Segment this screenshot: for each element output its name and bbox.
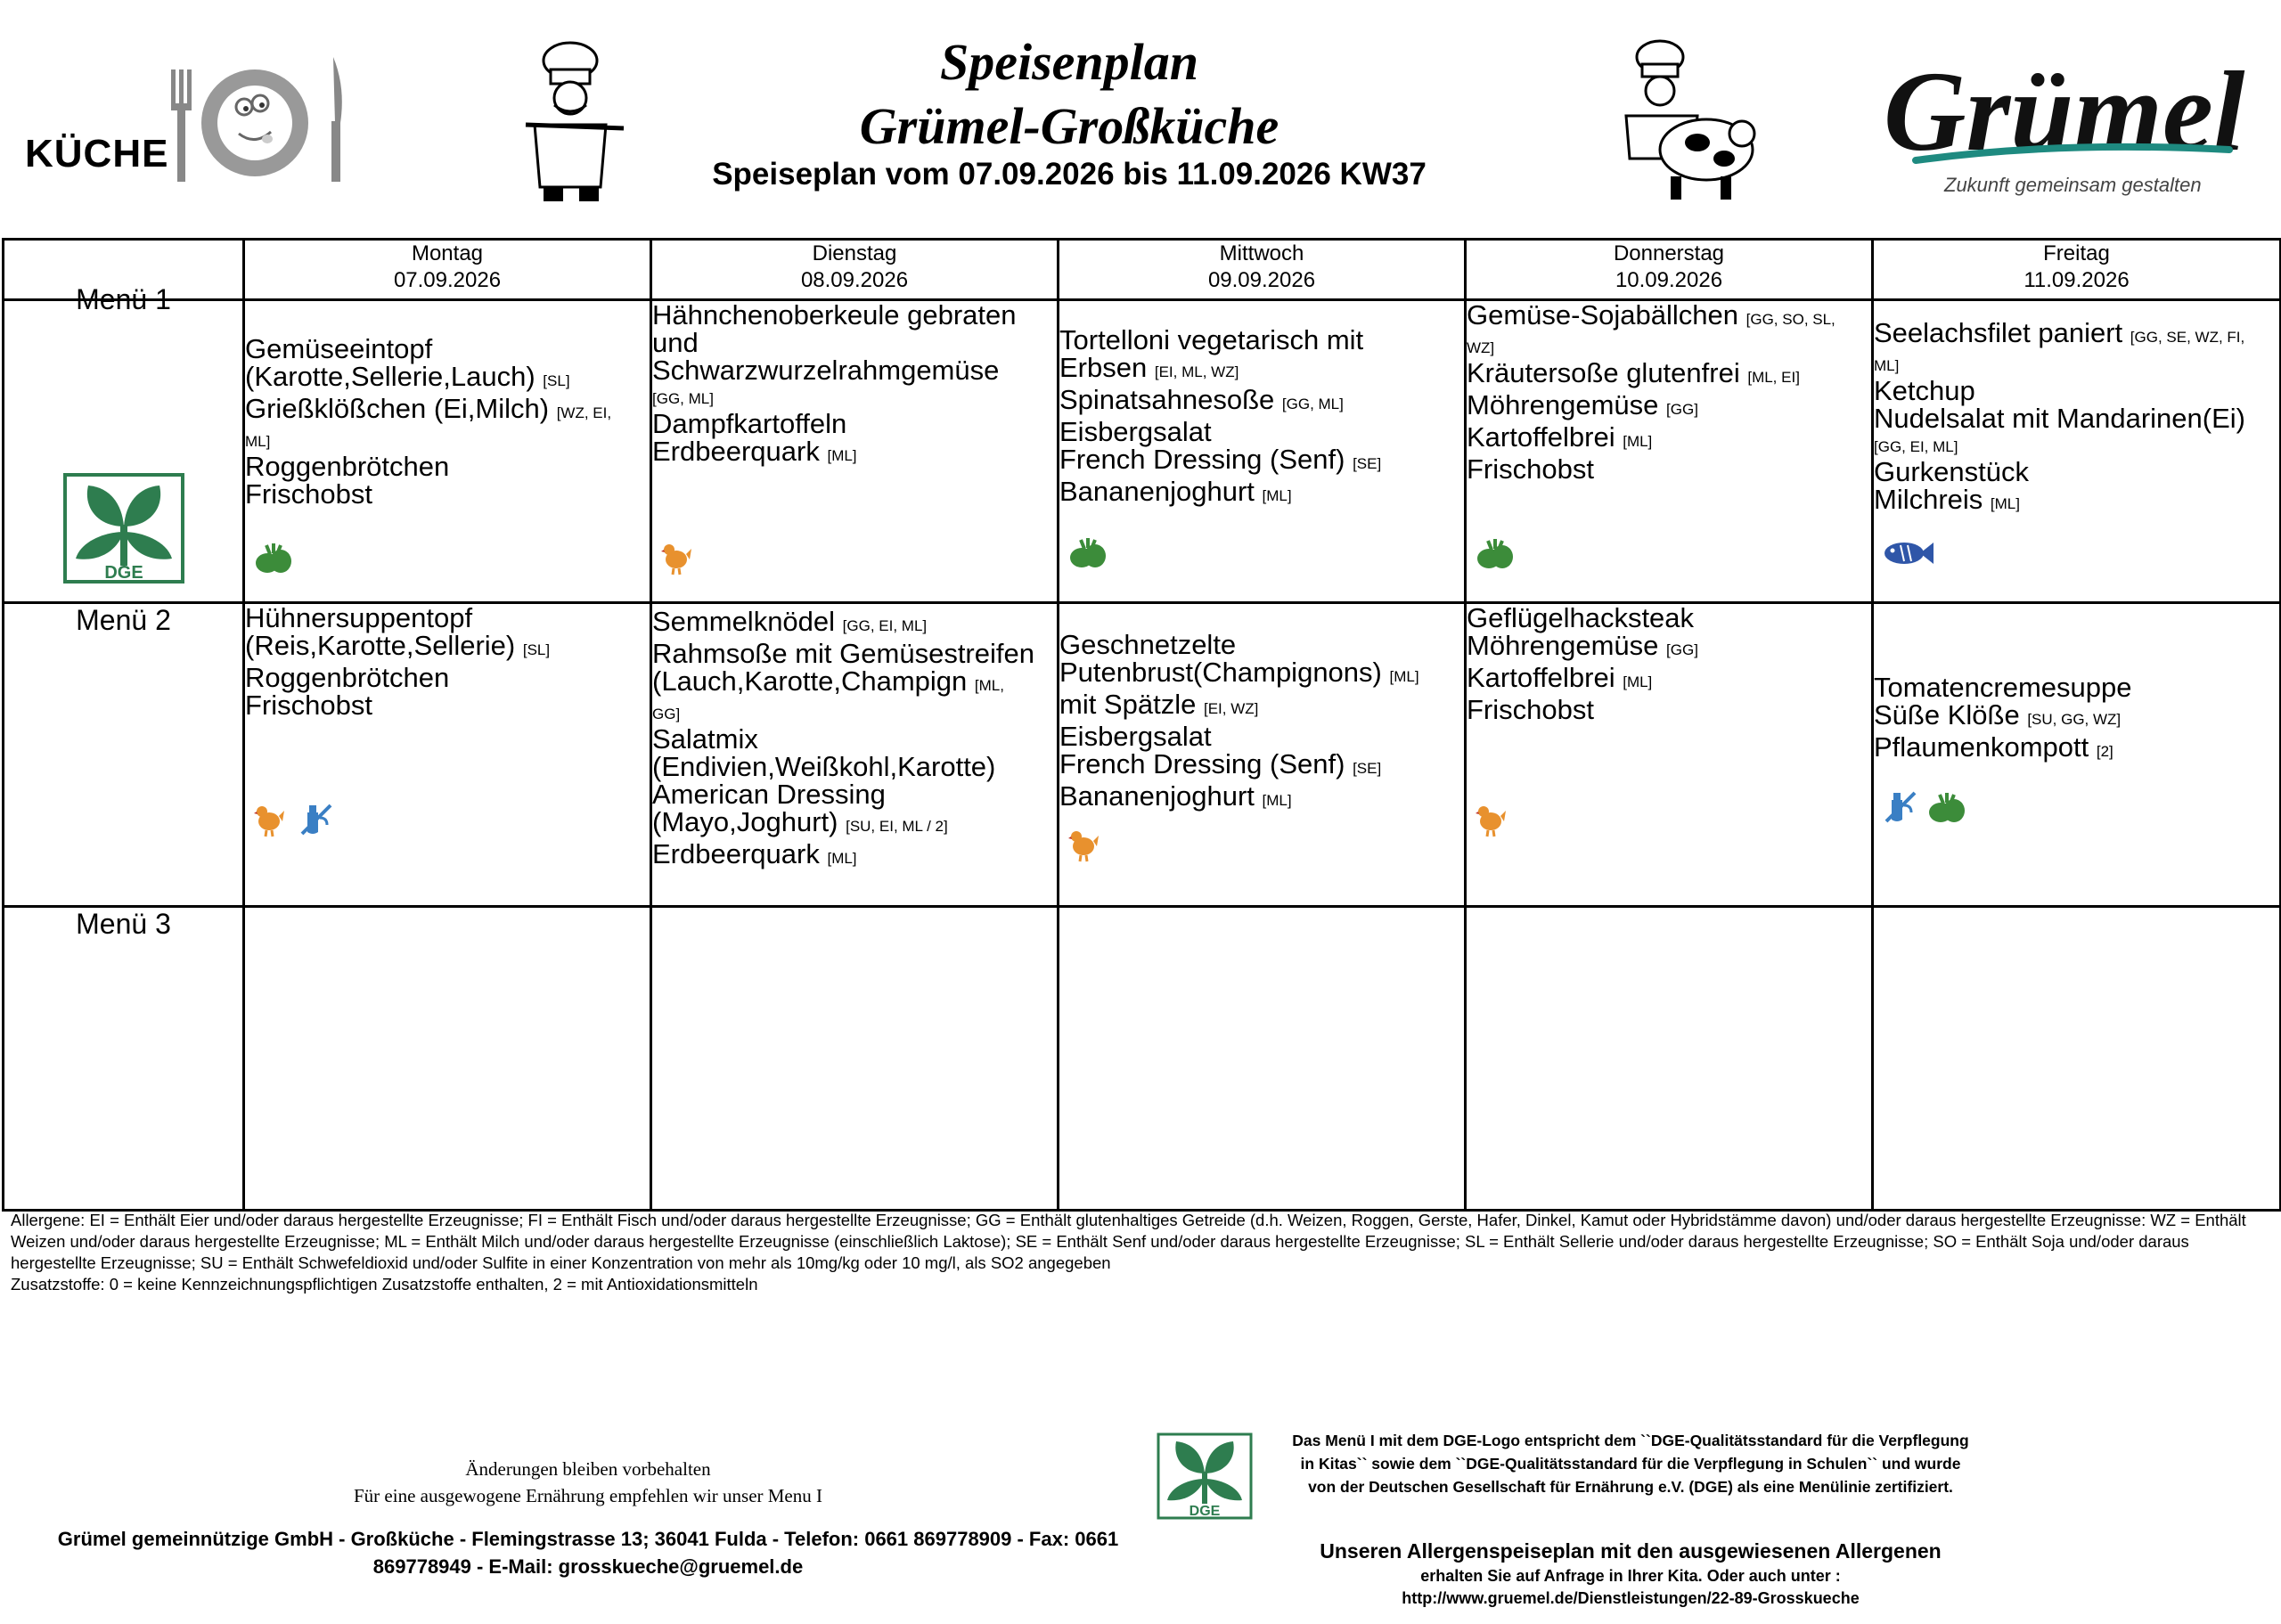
dish-name: Semmelknödel [652,606,836,637]
changes-note: Änderungen bleiben vorbehalten [465,1458,711,1480]
allergen-tag: [ML, [974,677,1004,694]
dge-logo-footer-icon [1157,1432,1253,1520]
diet-icons [1476,802,1511,837]
dish-name: Bananenjoghurt [1059,476,1255,507]
dish-line [245,691,650,719]
day-date: 08.09.2026 [800,268,909,292]
dish-line [1467,391,1871,423]
allergen-tag: [SU, GG, WZ] [2027,711,2122,728]
plate-icon [168,52,355,185]
dish-line [652,753,1057,780]
allergen-plan-note [1247,1537,2014,1610]
dish-line [1467,604,1871,632]
dish-line [1467,423,1871,455]
menu-row-3 [4,907,2281,1211]
gruemel-logo-mark [1880,36,2254,178]
dge-logo-text: DGE [104,563,143,583]
dish-line [1874,673,2279,701]
allergen-tag: [SL] [522,641,551,658]
dish-name: Bananenjoghurt [1059,780,1255,812]
allergen-tag: [GG, SO, SL, [1745,311,1835,328]
day-header-tuesday [651,240,1059,300]
dish-line [652,780,1057,808]
allergen-tag: [ML] [1262,487,1292,504]
dish-line [1059,445,1464,477]
day-name: Dienstag [812,241,897,265]
dge-certification-note [1247,1429,2014,1498]
row-label-menu-2 [4,603,244,907]
dish-line [245,427,650,453]
dish-line [1874,432,2279,458]
dish-line [1467,664,1871,696]
dish-line [1059,658,1464,690]
dish-name: French Dressing (Senf) [1059,748,1345,779]
dish-name: Hühnersuppentopf [245,602,473,633]
dish-name: Erdbeerquark [652,838,820,869]
allergen-tag: [ML] [827,447,857,464]
allergen-tag: GG] [652,706,681,722]
dish-line [652,329,1057,356]
day-header-monday [244,240,651,300]
day-header-friday [1873,240,2281,300]
allergen-tag: [SE] [1353,455,1382,472]
dish-name: Ketchup [1874,375,1975,406]
dish-name: Seelachsfilet paniert [1874,317,2123,348]
menu-cell [1466,907,1873,1211]
dish-name: Schwarzwurzelrahmgemüse [652,355,1000,386]
menu-cell [1873,907,2281,1211]
menu-cell [651,907,1059,1211]
dish-name: (Endivien,Weißkohl,Karotte) [652,751,996,782]
dish-line [652,808,1057,840]
allergen-tag: [ML] [827,850,857,867]
dish-name: Frischobst [1467,453,1594,485]
dish-name: Milchreis [1874,484,1983,515]
dge-logo-icon [63,473,184,583]
dish-name: Süße Klöße [1874,699,2020,730]
day-date: 09.09.2026 [1207,268,1316,292]
vegetable-icon [1927,789,1963,825]
allergen-tag: [GG, EI, ML] [842,617,928,634]
day-header-thursday [1466,240,1873,300]
recommendation-note: Für eine ausgewogene Ernährung empfehlen wir unser Menu I [354,1485,822,1506]
dish-name: (Reis,Karotte,Sellerie) [245,630,516,661]
dge-note-line-3: von der Deutschen Gesellschaft für Ernährung e.V. (DGE) als eine Menülinie zertifiziert. [1308,1478,1953,1496]
dish-line [1059,722,1464,750]
dish-name: Pflaumenkompott [1874,731,2089,763]
menu-cell [244,907,651,1211]
dish-line [1467,301,1871,333]
dish-line [1874,458,2279,486]
dge-logo-text: DGE [1189,1504,1221,1519]
dish-line [1059,782,1464,814]
day-header-wednesday [1059,240,1466,300]
dish-line [245,664,650,691]
dish-line [245,395,650,427]
dish-name: Möhrengemüse [1467,389,1659,420]
dish-name: Kräutersoße glutenfrei [1467,357,1740,388]
row-label-text: Menü 3 [76,908,171,940]
dish-name: American Dressing [652,779,886,810]
dish-name: Erdbeerquark [652,436,820,467]
dish-name: Grießklößchen (Ei,Milch) [245,393,550,424]
page-title: Speisenplan [939,33,1199,91]
chicken-icon [1476,802,1511,837]
day-name: Freitag [2043,241,2110,265]
allergen-tag: [ML] [1262,792,1292,809]
menu-cell [244,300,651,603]
diet-icons [661,540,697,575]
row-label-text: Menü 2 [76,604,171,636]
allergen-tag: [EI, ML, WZ] [1154,363,1239,380]
dish-name: Rahmsoße mit Gemüsestreifen [652,638,1034,669]
dish-line [1059,354,1464,386]
dish-name: Gemüseeintopf [245,333,433,364]
dge-note-line-1: Das Menü I mit dem DGE-Logo entspricht dem ``DGE-Qualitätsstandard für die Verpflegung [1292,1432,1969,1449]
chef-cow-icon [1608,34,1764,203]
gruemel-tagline: Zukunft gemeinsam gestalten [1944,174,2202,196]
dish-name: Tomatencremesuppe [1874,672,2132,703]
vegetable-icon [1476,535,1511,571]
dish-line [652,410,1057,437]
dish-line [652,640,1057,667]
allergen-tag: [GG] [1666,641,1698,658]
dish-line [245,604,650,632]
diet-icons [1068,827,1104,862]
dish-line [1059,477,1464,510]
menu-cell [1059,907,1466,1211]
dish-line [1467,632,1871,664]
dish-line [245,335,650,363]
allergen-tag: [ML] [1990,495,2020,512]
allergen-tag: [ML] [1389,668,1419,685]
dish-name: (Karotte,Sellerie,Lauch) [245,361,536,392]
chicken-icon [254,802,290,837]
menu-cell [1059,603,1466,907]
week-subtitle: Speiseplan vom 07.09.2026 bis 11.09.2026 KW37 [712,157,1427,192]
allergen-tag: [GG, SE, WZ, FI, [2130,329,2245,346]
dish-line [1874,404,2279,432]
dish-name: Eisbergsalat [1059,721,1212,752]
row-label-menu-1 [4,283,244,603]
dish-line [652,699,1057,725]
allergen-tag: [SU, EI, ML / 2] [846,818,948,835]
page-title-kitchen: Grümel-Großküche [859,97,1279,155]
dish-line [652,608,1057,640]
allergen-plan-line-1: Unseren Allergenspeiseplan mit den ausgewiesenen Allergenen [1320,1539,1942,1563]
diet-icons [254,540,290,575]
address-line-2: 869778949 - E-Mail: grosskueche@gruemel.de [372,1555,804,1578]
dish-line [245,363,650,395]
diet-icons [1068,535,1104,570]
allergen-tag: WZ] [1467,339,1495,356]
dish-name: Gurkenstück [1874,456,2030,487]
allergen-tag: ML] [1874,357,1900,374]
dish-line [652,384,1057,410]
menu-row-1 [4,300,2281,603]
vegetable-icon [1068,535,1104,570]
diet-icons [1883,538,1918,574]
dish-name: und [652,327,699,358]
dish-line [1059,418,1464,445]
menu-cell [1466,603,1873,907]
dish-line [1467,333,1871,359]
allergen-tag: [GG] [1666,401,1698,418]
dish-name: (Lauch,Karotte,Champign [652,665,968,697]
dish-name: Möhrengemüse [1467,630,1659,661]
menu-cell [1873,603,2281,907]
day-date: 07.09.2026 [393,268,502,292]
allergen-legend-text: Allergene: EI = Enthält Eier und/oder daraus hergestellte Erzeugnisse; FI = Enthält Fisch und/oder daraus hergestellte Erzeugnisse; GG = Enthält glutenhaltiges Getreide (d.h. Weizen, Roggen, Gerste, Hafer, Dinkel, Kamut oder Hybridstämme davon) und/oder daraus hergestellte Erzeugnisse: WZ = Enthält Weizen und/oder daraus hergestellte Erzeugnisse; ML = Enthält Milch und/oder daraus hergestellte Erzeugnisse (einschließlich Laktose); SE = Enthält Senf und/oder daraus hergestellte Erzeugnisse; SL = Enthält Sellerie und/oder daraus hergestellte Erzeugnisse; SO = Enthält Soja und/oder daraus hergestellte Erzeugnisse; SU = Enthält Schwefeldioxid und/oder Sulfite in einer Konzentration von mehr als 10mg/kg oder 10 mg/l, als SO2 angegeben [11,1211,2246,1272]
dge-note-line-2: in Kitas`` sowie dem ``DGE-Qualitätsstandard für die Verpflegung in Schulen`` und wurde [1300,1455,1961,1473]
kueche-logo-text: KÜCHE [25,132,169,175]
dish-name: Tortelloni vegetarisch mit [1059,324,1364,355]
day-date: 11.09.2026 [2023,268,2130,292]
diet-icons [1476,535,1511,571]
dish-line [1059,326,1464,354]
menu-cell [244,603,651,907]
allergen-tag: [SL] [543,372,570,389]
dish-name: (Mayo,Joghurt) [652,806,838,837]
allergen-tag: [GG, ML] [652,390,714,407]
chicken-icon [1068,827,1104,862]
dish-line [1059,386,1464,418]
dish-line [1059,750,1464,782]
dish-name: French Dressing (Senf) [1059,444,1345,475]
diet-icons [254,802,334,837]
dish-line [1467,696,1871,723]
dish-line [245,632,650,664]
allergen-legend [11,1210,2270,1295]
no-pork-icon [298,802,334,837]
day-name: Mittwoch [1219,241,1304,265]
address-line-1: Grümel gemeinnützige GmbH - Großküche - Flemingstrasse 13; 36041 Fulda - Telefon: 0661 869778909 - Fax: 0661 [57,1528,1119,1550]
day-name: Donnerstag [1613,241,1725,265]
dish-line [1874,377,2279,404]
menu-table [2,238,2281,1212]
allergen-tag: [EI, WZ] [1203,700,1259,717]
vegetable-icon [254,540,290,575]
dish-name: Roggenbrötchen [245,451,450,482]
menu-cell [651,603,1059,907]
diet-icons [1883,789,1963,825]
dish-line [1874,701,2279,733]
dish-name: Frischobst [245,690,372,721]
allergen-plan-url[interactable]: http://www.gruemel.de/Dienstleistungen/22-89-Grosskueche [1402,1589,1860,1607]
dish-line [652,667,1057,699]
dish-line [245,480,650,508]
chicken-icon [661,540,697,575]
allergen-tag: ML] [245,433,271,450]
dish-line [1874,319,2279,351]
day-header-row [4,240,2281,300]
dish-line [652,301,1057,329]
dish-name: Kartoffelbrei [1467,421,1615,453]
dish-name: Spinatsahnesoße [1059,384,1275,415]
dish-line [1467,359,1871,391]
dish-line [1059,631,1464,658]
dish-line [652,840,1057,872]
dish-name: Hähnchenoberkeule gebraten [652,299,1017,331]
day-name: Montag [411,241,484,265]
dish-name: Frischobst [1467,694,1594,725]
dish-name: Nudelsalat mit Mandarinen(Ei) [1874,403,2245,434]
day-date: 10.09.2026 [1615,268,1723,292]
menu-cell [1873,300,2281,603]
allergen-tag: [GG, ML] [1281,396,1344,412]
dish-name: Geschnetzelte [1059,629,1237,660]
dish-line [1874,733,2279,765]
company-address [53,1525,1123,1580]
additives-legend-text: Zusatzstoffe: 0 = keine Kennzeichnungspflichtigen Zusatzstoffe enthalten, 2 = mit Antioxidationsmitteln [11,1275,758,1293]
dish-line [245,453,650,480]
allergen-plan-line-2: erhalten Sie auf Anfrage in Ihrer Kita. Oder auch unter : [1420,1567,1841,1585]
allergen-tag: [ML] [1623,433,1653,450]
allergen-tag: [WZ, EI, [556,404,612,421]
fish-icon [1883,538,1918,574]
no-pork-icon [1883,789,1918,825]
dish-name: Dampfkartoffeln [652,408,847,439]
dish-name: Putenbrust(Champignons) [1059,657,1382,688]
menu-row-2 [4,603,2281,907]
dish-name: mit Spätzle [1059,689,1197,720]
dish-name: Geflügelhacksteak [1467,602,1695,633]
allergen-tag: [SE] [1353,760,1382,777]
allergen-tag: [GG, EI, ML] [1874,438,1958,455]
gruemel-logo-wordmark: Grümel [1884,48,2245,175]
dish-line [652,437,1057,469]
dish-name: Frischobst [245,478,372,510]
dish-line [1467,455,1871,483]
dish-line [652,356,1057,384]
dish-line [1874,351,2279,377]
dish-line [652,725,1057,753]
allergen-tag: [ML] [1623,673,1653,690]
dish-name: Salatmix [652,723,758,755]
dish-name: Gemüse-Sojabällchen [1467,299,1739,331]
allergen-tag: [2] [2096,743,2113,760]
dish-name: Roggenbrötchen [245,662,450,693]
dish-line [1059,690,1464,722]
chef-icon [508,36,642,205]
row-label-menu-3 [4,907,244,1211]
menu-cell [1466,300,1873,603]
row-label-text: Menü 1 [76,283,171,315]
allergen-tag: [ML, EI] [1747,369,1800,386]
dish-name: Erbsen [1059,352,1148,383]
menu-cell [1059,300,1466,603]
menu-cell [651,300,1059,603]
dish-line [1874,486,2279,518]
dish-name: Eisbergsalat [1059,416,1212,447]
dish-name: Kartoffelbrei [1467,662,1615,693]
